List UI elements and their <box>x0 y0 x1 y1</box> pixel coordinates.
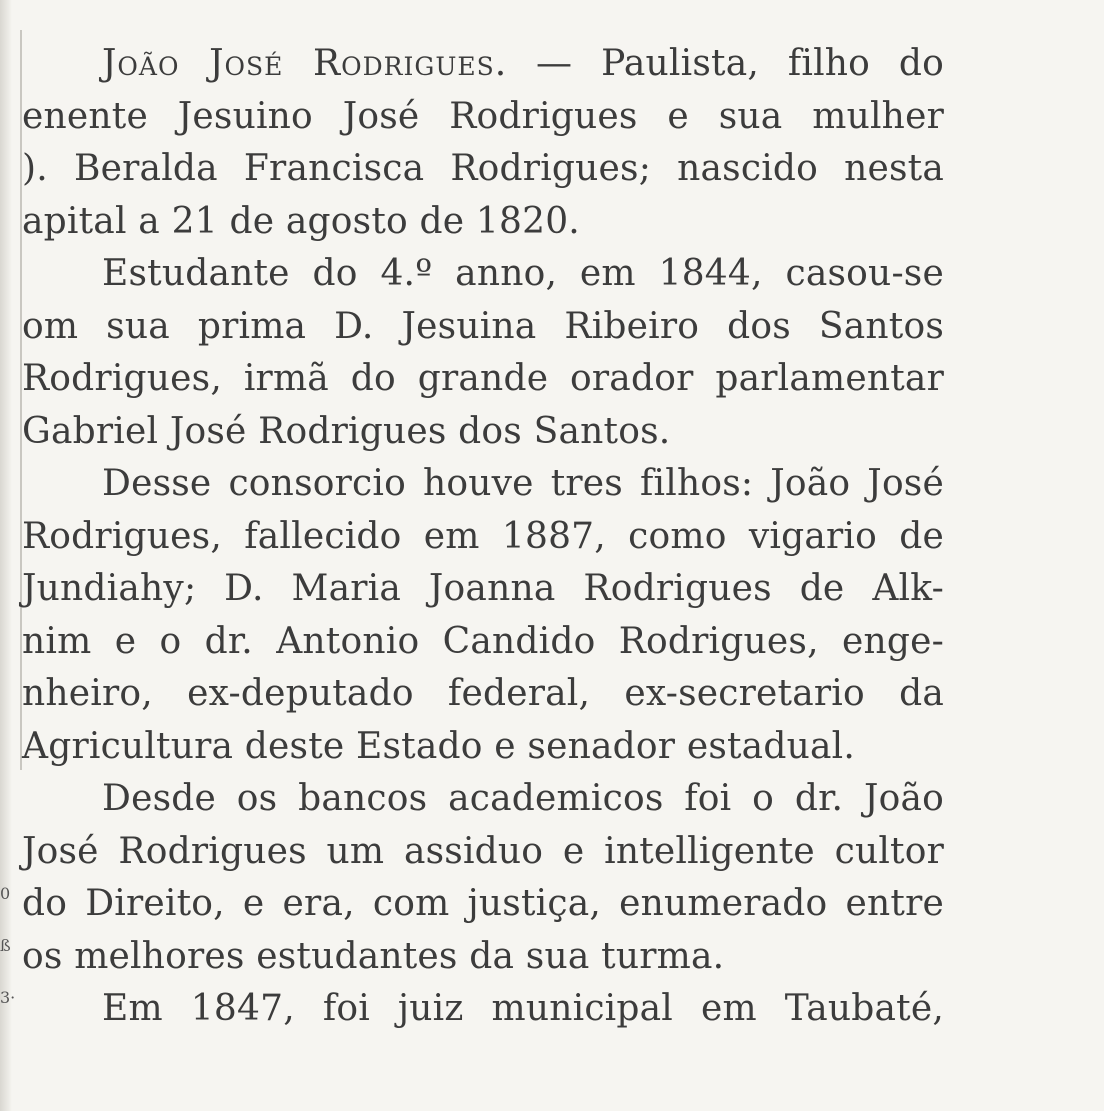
entry-name: João José Rodrigues. <box>102 43 508 84</box>
document-page <box>22 38 944 1036</box>
paragraph-3-line-1: Desse consorcio houve tres filhos: João José <box>102 463 944 504</box>
paragraph-4-line-3: do Direito, e era, com justiça, enumerado entre <box>22 883 944 924</box>
margin-mark: 0 <box>0 884 11 903</box>
paragraph-3-line-3: Jundiahy; D. Maria Joanna Rodrigues de Alk- <box>22 568 944 609</box>
paragraph-5-line-1: Em 1847, foi juiz municipal em Taubaté, <box>102 988 944 1029</box>
paragraph-2-line-2: om sua prima D. Jesuina Ribeiro dos Santos <box>22 305 944 347</box>
paragraph-2-line-1: Estudante do 4.º anno, em 1844, casou-se <box>102 253 944 294</box>
paragraph-4-line-2: José Rodrigues um assiduo e intelligente cultor <box>22 830 944 872</box>
paragraph-1-line-3: ). Beralda Francisca Rodrigues; nascido nesta <box>22 148 944 189</box>
paragraph-3-line-4: nim e o dr. Antonio Candido Rodrigues, enge- <box>22 620 944 662</box>
margin-marks <box>0 868 14 1024</box>
paragraph-3-line-2: Rodrigues, fallecido em 1887, como vigario de <box>22 515 944 557</box>
paragraph-4-line-1: Desde os bancos academicos foi o dr. João <box>102 778 944 819</box>
paragraph-3-line-6: Agricultura deste Estado e senador estadual. <box>22 725 855 767</box>
paragraph-1-line-2: enente Jesuino José Rodrigues e sua mulher <box>22 95 944 137</box>
margin-mark: 3· <box>0 988 16 1007</box>
paragraph-1-line-4: apital a 21 de agosto de 1820. <box>22 200 580 242</box>
entry-intro: — Paulista, filho do <box>507 43 944 84</box>
paragraph-2-line-4: Gabriel José Rodrigues dos Santos. <box>22 410 671 452</box>
paragraph-2-line-3: Rodrigues, irmã do grande orador parlamentar <box>22 358 944 399</box>
margin-mark: ß <box>0 936 11 955</box>
paragraph-1-line-1 <box>22 38 944 91</box>
paragraph-4-line-4: os melhores estudantes da sua turma. <box>22 935 725 977</box>
paragraph-3-line-5: nheiro, ex-deputado federal, ex-secretario da <box>22 673 944 714</box>
